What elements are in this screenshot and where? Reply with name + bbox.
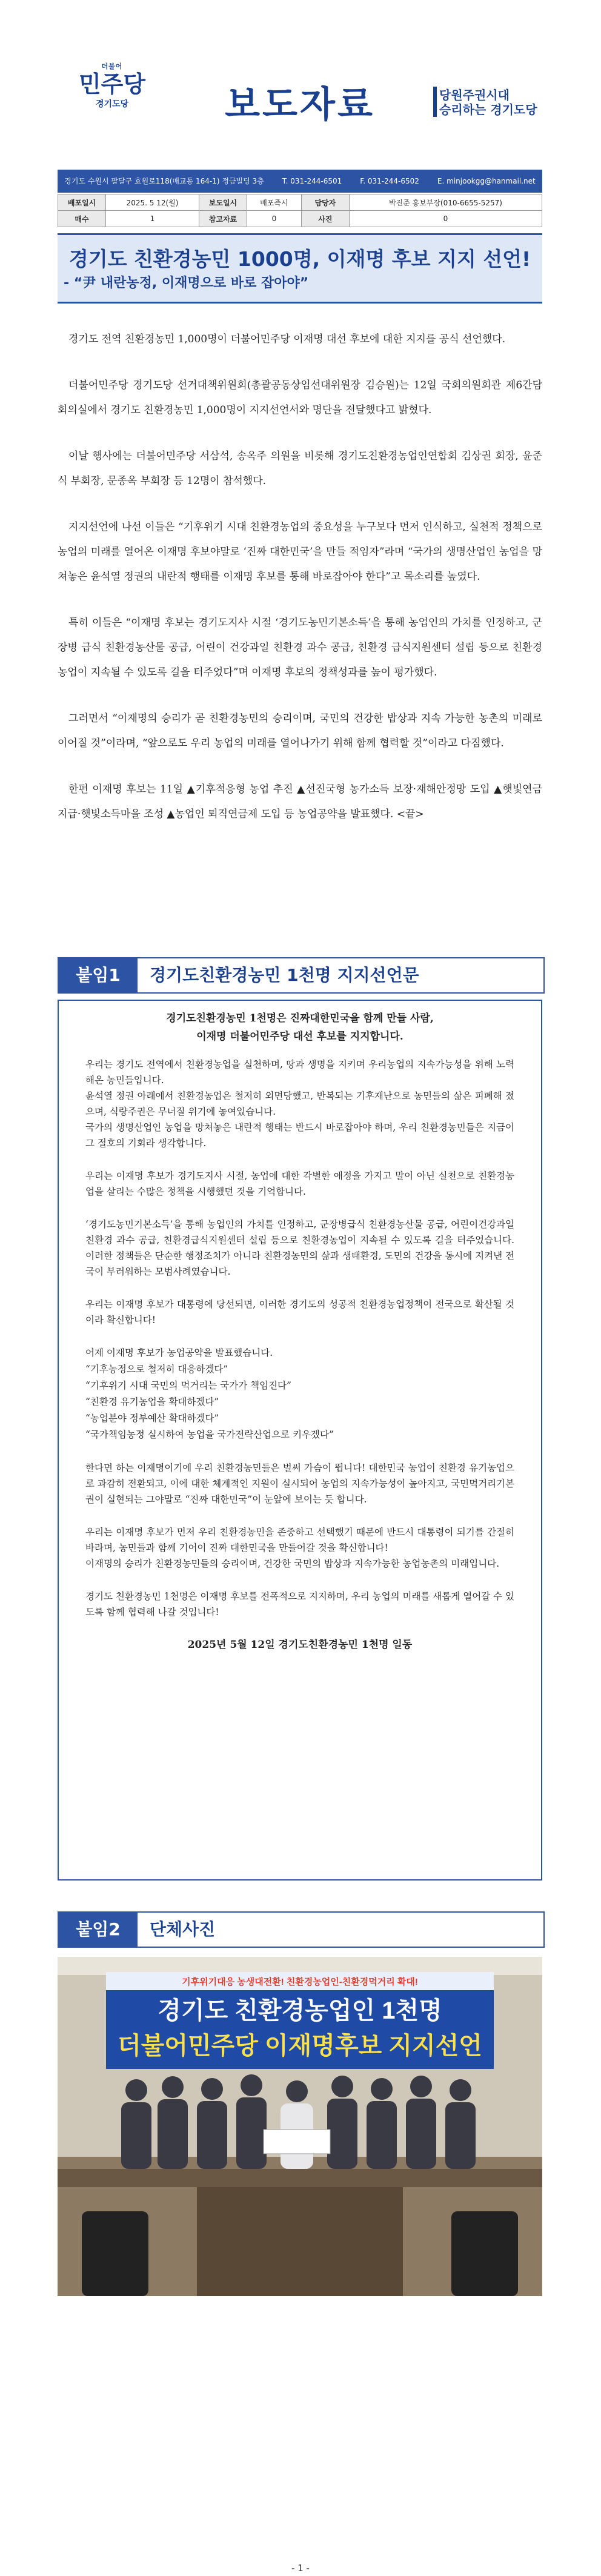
list-item: “기후위기 시대 국민의 먹거리는 국가가 책임진다” xyxy=(85,1380,291,1391)
body-paragraph: 한편 이재명 후보는 11일 ▲기후적응형 농업 추진 ▲선진국형 농가소득 보장·재해안정망 도입 ▲햇빛연금 지급·햇빛소득마을 조성 ▲농업인 퇴직연금제 도입 등 농업공약을 발표했다. <끝> xyxy=(58,783,542,820)
declaration-title-line-2: 이재명 더불어민주당 대선 후보를 지지합니다. xyxy=(196,1031,403,1043)
list-item: “기후농정으로 철저히 대응하겠다” xyxy=(85,1364,228,1375)
pledge-intro: 어제 이재명 후보가 농업공약을 발표했습니다. xyxy=(85,1347,273,1358)
pages-label: 매수 xyxy=(58,211,106,227)
attachment2-tag: 붙임2 xyxy=(59,1913,138,1947)
document-type-title: 보도자료 xyxy=(225,84,375,126)
attachment1-tag: 붙임1 xyxy=(59,958,138,992)
page-number: - 1 - xyxy=(291,2563,310,2574)
declaration-title xyxy=(59,1009,541,1046)
group-photo xyxy=(58,1957,542,2296)
attachment2-header xyxy=(58,1911,545,1948)
attachment1-title: 경기도친환경농민 1천명 지지선언문 xyxy=(150,965,419,985)
body-paragraph: 이날 행사에는 더불어민주당 서삼석, 송옥주 의원을 비롯해 경기도친환경농업인연합회 김상권 회장, 윤준식 부회장, 문종옥 부회장 등 12명이 참석했다. xyxy=(58,450,542,487)
pages-value: 1 xyxy=(106,211,199,227)
contact-person-value: 박진준 홍보부장(010-6655-5257) xyxy=(349,194,542,211)
slogan-line-1: 당원주권시대 xyxy=(439,88,510,102)
article-body xyxy=(58,327,542,848)
banner-line-2: 경기도 친환경농업인 1천명 xyxy=(158,1997,442,2024)
slogan-line-2: 승리하는 경기도당 xyxy=(439,102,537,117)
declaration-paragraph: 우리는 이재명 후보가 경기도지사 시절, 농업에 대한 각별한 애정을 가지고 말이 아닌 실천으로 친환경농업을 살리는 수많은 정책을 시행했던 것을 기억합니다. xyxy=(85,1170,514,1197)
list-item: “국가책임농정 실시하여 농업을 국가전략산업으로 키우겠다” xyxy=(85,1429,334,1440)
body-paragraph: 지지선언에 나선 이들은 “기후위기 시대 친환경농업의 중요성을 누구보다 먼저 인식하고, 실천적 정책으로 농업의 미래를 열어온 이재명 후보야말로 ‘진짜 대한민국’을 만들 적임자”라며 “국가의 생명산업인 농업을 망쳐놓은 윤석열 정권의 내란적 행태를 이재명 후보를 통해 바로잡아야 한다”고 목소리를 높였다. xyxy=(58,521,542,583)
contact-bar xyxy=(58,170,542,193)
embargo-value: 배포즉시 xyxy=(247,194,301,211)
body-paragraph: 경기도 전역 친환경농민 1,000명이 더불어민주당 이재명 대선 후보에 대한 지지를 공식 선언했다. xyxy=(68,333,506,345)
attachment2-title: 단체사진 xyxy=(150,1919,216,1939)
list-item: “친환경 유기농업을 확대하겠다” xyxy=(85,1396,219,1407)
reference-label: 참고자료 xyxy=(199,211,247,227)
subheadline: - “尹 내란농정, 이재명으로 바로 잡아야” xyxy=(64,276,309,291)
conference-table xyxy=(197,2187,403,2296)
declaration-signature: 2025년 5월 12일 경기도친환경농민 1천명 일동 xyxy=(187,1639,413,1651)
photo-label: 사진 xyxy=(301,211,349,227)
headline-box xyxy=(58,233,542,304)
declaration-paragraph: 경기도 친환경농민 1천명은 이재명 후보를 전폭적으로 지지하며, 우리 농업의 미래를 새롭게 열어갈 수 있도록 함께 협력해 나갈 것입니다! xyxy=(85,1591,514,1618)
logo-main-text: 민주당 xyxy=(78,71,146,98)
banner-line-3: 더불어민주당 이재명후보 지지선언 xyxy=(118,2033,482,2059)
declaration-title-line-1: 경기도친환경농민 1천명은 진짜대한민국을 함께 만들 사람, xyxy=(166,1012,434,1024)
declaration-box xyxy=(58,1000,542,1881)
release-date-label: 배포일시 xyxy=(58,194,106,211)
photo-value: 0 xyxy=(349,211,542,227)
press-header xyxy=(58,58,542,130)
body-paragraph: 특히 이들은 “이재명 후보는 경기도지사 시절 ‘경기도농민기본소득’을 통해 농업인의 가치를 인정하고, 군장병 급식 친환경농산물 공급, 어린이 건강과일 친환경 과수 공급, 친환경 급식지원센터 설립 등으로 친환경농업이 지속될 수 있도록 길을 터주었다”며 이재명 후보의 정책성과를 높이 평가했다. xyxy=(58,617,542,679)
declaration-paragraph: 한다면 하는 이재명이기에 우리 친환경농민들은 벌써 가슴이 뜁니다! 대한민국 농업이 친환경 유기농업으로 과감히 전환되고, 이에 대한 체계적인 지원이 실시되어 농업의 지속가능성이 높아지고, 국민먹거리기본권이 실현되는 그야말로 “진짜 대한민국”이 눈앞에 보이는 듯 합니다. xyxy=(85,1462,514,1505)
group-photo-illustration xyxy=(58,1957,542,2296)
list-item: “농업분야 정부예산 확대하겠다” xyxy=(85,1413,219,1424)
logo-sub-text: 경기도당 xyxy=(95,99,129,109)
declaration-paragraph: ‘경기도농민기본소득’을 통해 농업인의 가치를 인정하고, 군장병급식 친환경농산물 공급, 어린이건강과일 친환경 과수 공급, 친환경급식지원센터 설립 등으로 친환경농업이 지속될 수 있도록 길을 터주었습니다. 이러한 정책들은 단순한 행정조치가 아니라 친환경농민의 삶과 생태환경, 도민의 건강을 동시에 지켜낸 전국이 부러워하는 모범사례였습니다. xyxy=(85,1219,514,1277)
logo-small-text: 더불어 xyxy=(101,62,123,70)
slogan xyxy=(439,88,542,117)
party-logo xyxy=(70,58,154,130)
release-date-value: 2025. 5 12(월) xyxy=(106,194,199,211)
body-paragraph: 그러면서 “이재명의 승리가 곧 친환경농민의 승리이며, 국민의 건강한 밥상과 지속 가능한 농촌의 미래로 이어질 것”이라며, “앞으로도 우리 농업의 미래를 열어나가기 위해 함께 협력할 것”이라고 다짐했다. xyxy=(58,712,542,749)
embargo-label: 보도일시 xyxy=(199,194,247,211)
headline: 경기도 친환경농민 1000명, 이재명 후보 지지 선언! xyxy=(68,247,531,271)
table-row xyxy=(58,211,542,227)
release-info-table xyxy=(58,194,542,227)
slogan-accent-bar xyxy=(433,87,437,117)
declaration-content xyxy=(59,1046,541,1653)
attendees xyxy=(121,2074,476,2169)
contact-address: 경기도 수원시 팔달구 효원로118(매교동 164-1) 정금빌딩 3층 xyxy=(64,177,264,185)
contact-tel: T. 031-244-6501 xyxy=(282,177,342,185)
table-row xyxy=(58,194,542,211)
reference-value: 0 xyxy=(247,211,301,227)
body-paragraph: 더불어민주당 경기도당 선거대책위원회(총괄공동상임선대위원장 김승원)는 12일 국회의원회관 제6간담회의실에서 경기도 친환경농민 1,000명이 지지선언서와 명단을 전달했다고 밝혔다. xyxy=(58,379,542,416)
declaration-paragraph: 우리는 이재명 후보가 먼저 우리 친환경농민을 존중하고 선택했기 때문에 반드시 대통령이 되기를 간절히 바라며, 농민들과 함께 기어이 진짜 대한민국을 만들어갈 것을 확신합니다! 이재명의 승리가 친환경농민들의 승리이며, 건강한 국민의 밥상과 지속가능한 농업농촌의 미래입니다. xyxy=(85,1527,514,1569)
attachment1-header xyxy=(58,957,545,994)
pledge-list xyxy=(85,1345,514,1443)
contact-email: E. minjookgg@hanmail.net xyxy=(437,177,536,185)
declaration-paragraph: 우리는 경기도 전역에서 친환경농업을 실천하며, 땅과 생명을 지키며 우리농업의 지속가능성을 위해 노력해온 농민들입니다. 윤석열 정권 아래에서 친환경농업은 철저히 외면당했고, 반복되는 기후재난으로 농민들의 삶은 피폐해 졌으며, 식량주권은 무너질 위기에 놓여있습니다. 국가의 생명산업인 농업을 망쳐놓은 내란적 행태는 반드시 바로잡아야 하며, 우리 친환경농민들은 지금이 그 절호의 기회라 생각합니다. xyxy=(85,1059,514,1149)
banner-line-1: 기후위기대응 농생대전환! 친환경농업인-친환경먹거리 확대! xyxy=(182,1977,418,1987)
declaration-paragraph: 우리는 이재명 후보가 대통령에 당선되면, 이러한 경기도의 성공적 친환경농업정책이 전국으로 확산될 것이라 확신합니다! xyxy=(85,1299,514,1326)
contact-fax: F. 031-244-6502 xyxy=(360,177,419,185)
contact-person-label: 담당자 xyxy=(301,194,349,211)
declaration-paper-prop xyxy=(264,2130,330,2154)
